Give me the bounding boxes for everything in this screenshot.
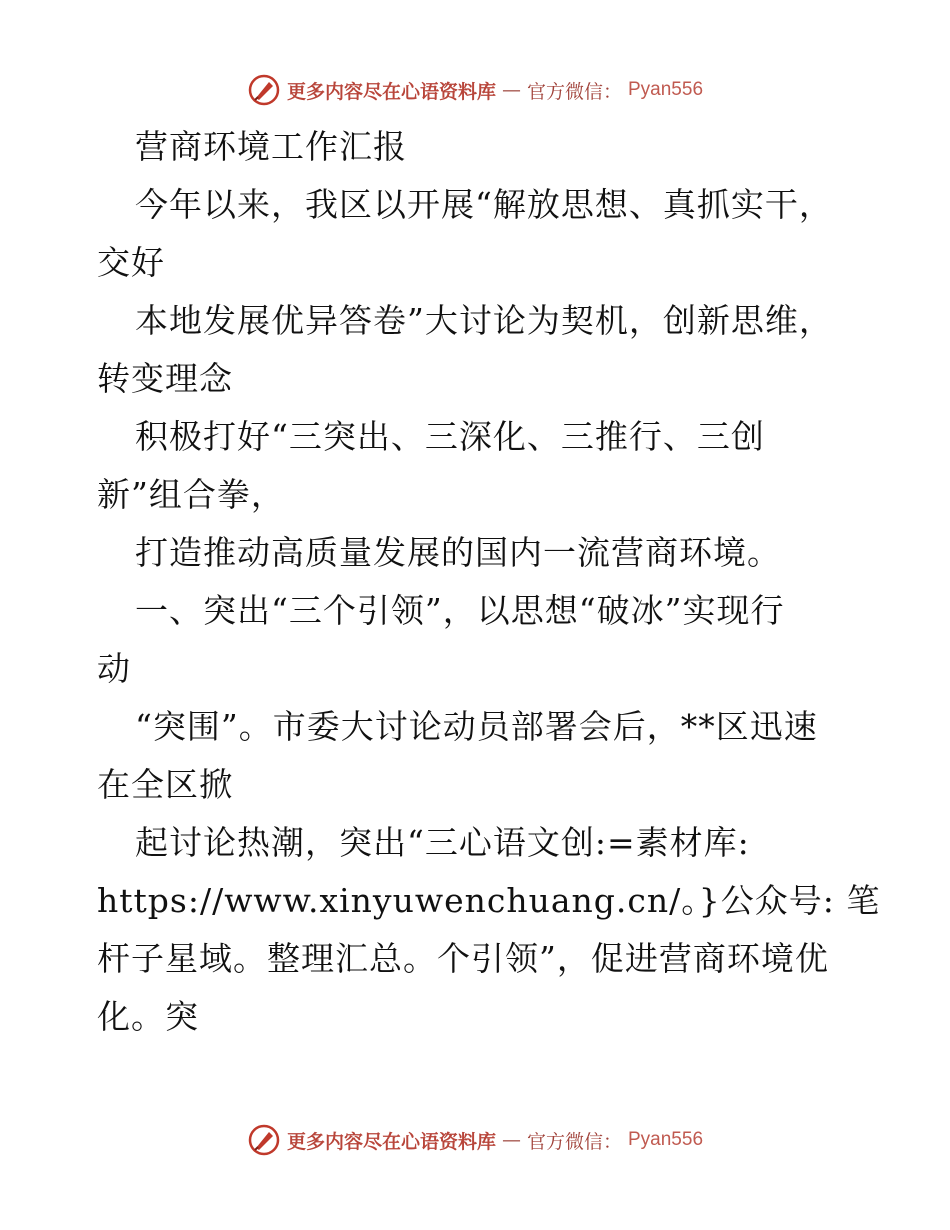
document-body	[97, 118, 881, 1046]
text-line: 今年以来，我区以开展“解放思想、真抓实干，	[135, 185, 833, 224]
document-title: 营商环境工作汇报	[135, 127, 407, 166]
text-line: 动	[97, 649, 131, 688]
banner-wechat-label: 官方微信：	[526, 1130, 622, 1153]
footer-banner	[0, 1120, 950, 1160]
banner-wechat-label: 官方微信：	[526, 80, 622, 103]
text-line: 积极打好“三突出、三深化、三推行、三创	[135, 417, 765, 456]
banner-separator: —	[501, 79, 521, 101]
text-line: 转变理念	[97, 359, 233, 398]
text-line: 在全区掀	[97, 765, 233, 804]
text-line: 起讨论热潮，突出“三心语文创:=素材库:	[135, 823, 750, 862]
text-line: 新”组合拳，	[97, 475, 285, 514]
section-heading: 一、突出“三个引领”，以思想“破冰”实现行	[135, 591, 785, 630]
banner-separator: —	[501, 1129, 521, 1151]
text-line: 交好	[97, 243, 165, 282]
banner-text: 更多内容尽在心语资料库	[286, 1130, 496, 1153]
text-line: 杆子星域。整理汇总。个引领”，促进营商环境优	[97, 939, 829, 978]
banner-wechat-id: Pyan556	[628, 79, 704, 100]
banner-text: 更多内容尽在心语资料库	[286, 80, 496, 103]
text-line: “突围”。市委大讨论动员部署会后，**区迅速	[135, 707, 818, 746]
pen-nib-logo-icon	[247, 73, 281, 107]
pen-nib-logo-icon	[247, 1123, 281, 1157]
text-line: 本地发展优异答卷”大讨论为契机，创新思维，	[135, 301, 833, 340]
header-banner	[0, 70, 950, 110]
text-line: 打造推动高质量发展的国内一流营商环境。	[135, 533, 781, 572]
banner-wechat-id: Pyan556	[628, 1129, 704, 1150]
text-line: 化。突	[97, 997, 199, 1036]
text-line: https://www.xinyuwenchuang.cn/。}公众号: 笔	[97, 881, 881, 920]
